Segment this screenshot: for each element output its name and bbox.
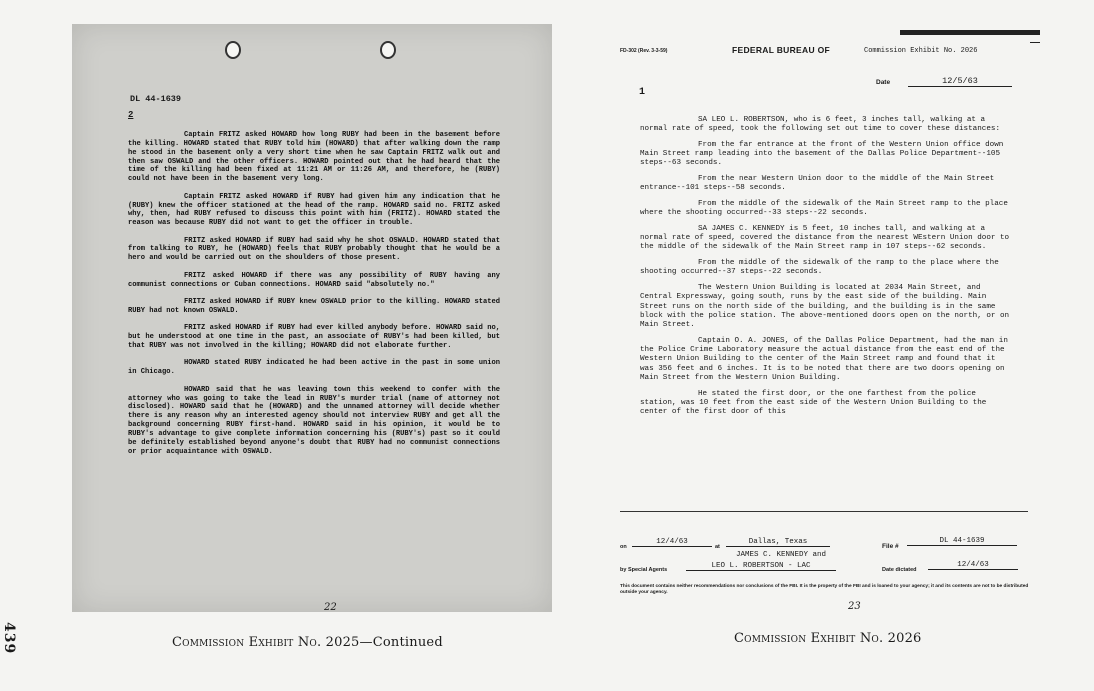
interview-date-label: on <box>620 544 627 550</box>
right-paragraph: The Western Union Building is located at 2034 Main Street, and Central Expressway, going south, runs by the east side of the building. Main Street runs on the north side of the building, and the building is in the same block with the police station. The above-mentioned doors open on the north, or on Main Street. <box>640 283 1010 330</box>
right-paragraph: SA JAMES C. KENNEDY is 5 feet, 10 inches tall, and walking at a normal rate of speed, covered the distance from the nearest WEstern Union door to the middle of the sidewalk of the Main Street ramp in 107 steps--62 seconds. <box>640 224 1010 252</box>
date-dictated-label: Date dictated <box>882 567 917 573</box>
right-paragraph: From the middle of the sidewalk of the ramp to the place where the shooting occurred--37 steps--22 seconds. <box>640 259 999 277</box>
right-caption-main: Commission Exhibit No. 2026 <box>734 631 922 646</box>
right-paragraph: From the near Western Union door to the middle of the Main Street entrance--101 steps--58 seconds. <box>640 175 995 193</box>
separator-line <box>620 511 1028 512</box>
agents-line-1: JAMES C. KENNEDY and <box>735 551 826 559</box>
location-value: Dallas, Texas <box>726 538 830 547</box>
right-handwritten-page-mark: 23 <box>848 601 861 612</box>
location-label: at <box>715 544 720 550</box>
form-code: FD-302 (Rev. 3-3-59) <box>620 48 668 54</box>
special-agents-label: by Special Agents <box>620 567 668 573</box>
left-file-number: DL 44-1639 <box>130 94 182 104</box>
left-paragraph: Captain FRITZ asked HOWARD how long RUBY had been in the basement before the killing. HOWARD stated that RUBY told him (HOWARD) that after walking down the ramp he stood in the basement only a very short time when he saw Captain FRITZ walk out and then saw OSWALD and the other officers. HOWARD pointed out that he had heard that the time of the killing had been fixed at 11:21 AM or 11:26 AM, and therefore, he (RUBY) could not have been in the basement very long. <box>128 131 500 184</box>
bureau-header: FEDERAL BUREAU OF <box>732 45 830 55</box>
fbi-disclaimer: This document contains neither recommendations nor conclusions of the FBI. It is the property of the FBI and is loaned to your agency; it and its contents are not to be distributed outside your agency. <box>620 584 1029 595</box>
left-paragraph: FRITZ asked HOWARD if RUBY knew OSWALD prior to the killing. HOWARD stated RUBY had not known OSWALD. <box>128 298 500 315</box>
left-handwritten-page-mark: 22 <box>324 602 337 613</box>
right-paragraph: SA LEO L. ROBERTSON, who is 6 feet, 3 inches tall, walking at a normal rate of speed, took the following set out time to cover these distances: <box>640 116 1001 134</box>
punch-hole <box>380 41 396 59</box>
right-paragraph: Captain O. A. JONES, of the Dallas Police Department, had the man in the Police Crime Laboratory measure the actual distance from the east end of the Western Union Building to the center of the Main Street ramp and found that it was 356 feet and 6 inches. It is to be noted that there are two doors opening on Main Street from the Western Union Building. <box>640 336 1008 382</box>
left-body-text <box>128 131 500 465</box>
left-paragraph: HOWARD said that he was leaving town this weekend to confer with the attorney who was going to take the lead in RUBY's murder trial (name of attorney not disclosed). HOWARD said that he (HOWARD) and the unnamed attorney will decide whether there is any reason why an interested agency should not interview RUBY and get all the background concerning RUBY first-hand. HOWARD said in his opinion, it would be to RUBY's advantage to give complete information concerning his (RUBY's) past so it could be definitely established beyond anyone's doubt that RUBY had no communist connections or prior acquaintance with OSWALD. <box>128 385 500 456</box>
left-document-page <box>72 24 552 612</box>
header-bar <box>900 30 1040 35</box>
right-document-page <box>612 20 1042 610</box>
left-exhibit-caption <box>172 635 443 650</box>
exhibit-header: Commission Exhibit No. 2026 <box>864 47 978 55</box>
right-paragraph: From the far entrance at the front of the Western Union office down Main Street ramp leading into the basement of the Dallas Police Department--105 steps--63 seconds. <box>640 140 1004 168</box>
left-caption-suffix: —Continued <box>359 635 443 650</box>
left-paragraph: Captain FRITZ asked HOWARD if RUBY had given him any indication that he (RUBY) knew the officer stationed at the head of the ramp. HOWARD said no. FRITZ asked why, then, had RUBY refused to discuss this point with him (FRITZ). HOWARD stated the reason was because RUBY did not want to get the officer in trouble. <box>128 192 500 228</box>
file-number-value: DL 44-1639 <box>907 537 1017 546</box>
left-paragraph: FRITZ asked HOWARD if there was any possibility of RUBY having any communist connections or Cuban connections. HOWARD said "absolutely no." <box>128 271 500 289</box>
right-body-text <box>640 116 1012 424</box>
right-page-number: 1 <box>639 87 646 98</box>
left-page-number: 2 <box>128 110 134 120</box>
header-dash <box>1030 42 1040 43</box>
left-paragraph: FRITZ asked HOWARD if RUBY had ever killed anybody before. HOWARD said no, but he understood at one time in the past, an associate of RUBY's had been killed, but that RUBY was not involved in the killing; HOWARD did not elaborate further. <box>128 324 500 350</box>
volume-page-number: 439 <box>1 622 17 655</box>
agents-line-2: LEO L. ROBERTSON - LAC <box>686 562 836 571</box>
left-caption-main: Commission Exhibit No. 2025 <box>172 635 360 650</box>
date-value: 12/5/63 <box>908 76 1012 87</box>
right-paragraph: From the middle of the sidewalk of the Main Street ramp to the place where the shooting occurred--33 steps--22 seconds. <box>640 199 1008 218</box>
date-label: Date <box>876 79 891 86</box>
file-number-label: File # <box>882 543 899 550</box>
left-paragraph: HOWARD stated RUBY indicated he had been active in the past in some union in Chicago. <box>128 359 500 377</box>
date-dictated-value: 12/4/63 <box>928 561 1018 570</box>
interview-date-value: 12/4/63 <box>632 538 712 547</box>
right-paragraph: He stated the first door, or the one farthest from the police station, was 10 feet from the east side of the Western Union Building to the center of the first door of this <box>640 389 987 417</box>
right-exhibit-caption <box>734 631 922 646</box>
left-paragraph: FRITZ asked HOWARD if RUBY had said why he shot OSWALD. HOWARD stated that from talking to RUBY, he (HOWARD) feels that RUBY probably thought that he would be a hero and would be carried out on the shoulders of those present. <box>128 236 500 263</box>
punch-hole <box>225 41 241 59</box>
